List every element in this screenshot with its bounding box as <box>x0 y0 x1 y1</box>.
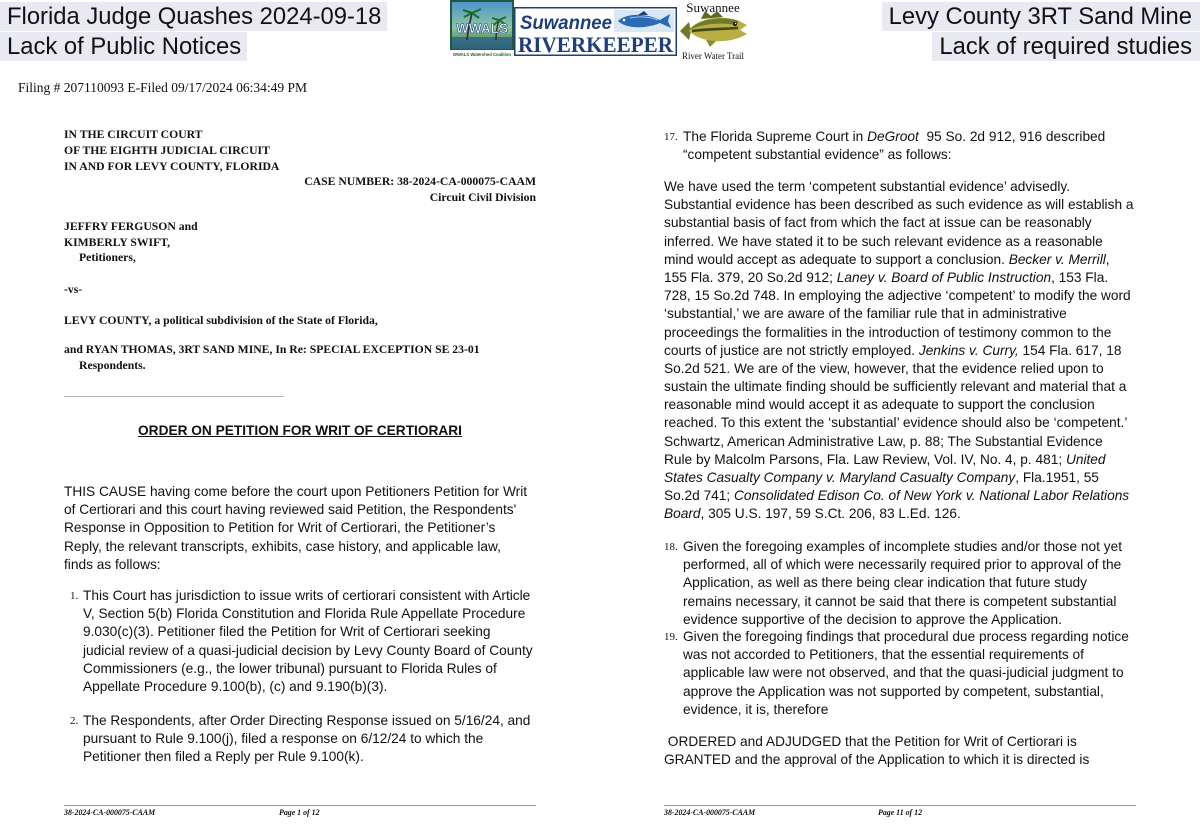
versus-marker: -vs- <box>64 283 83 296</box>
text-line: applicable law were not observed, and that the quasi-judicial judgment to <box>683 665 1124 681</box>
petitioners-label: Petitioners, <box>79 251 136 264</box>
item-number: 1. <box>70 590 79 602</box>
text-line: Appellate Procedure 9.100(b), (c) and 9.190(b)(3). <box>83 678 388 694</box>
footer-rule <box>664 805 1136 806</box>
wwals-caption: WWALS Watershed Coalition <box>453 52 512 57</box>
respondent-county: LEVY COUNTY, a political subdivision of the State of Florida, <box>64 314 378 327</box>
text-line: V, Section 5(b) Florida Constitution and Florida Rule Appellate Procedure <box>83 606 526 622</box>
water-trail-subtitle: River Water Trail <box>682 52 745 62</box>
text-line: proceedings the formalities in the introduction of testimony common to the <box>664 324 1112 340</box>
text-line: Application, as well as there being clear indication that future study <box>683 575 1088 591</box>
footer-page-number: Page 1 of 12 <box>279 808 320 817</box>
finding-item-19 <box>664 628 1129 719</box>
text-line: Schwartz, American Administrative Law, p. 88; The Substantial Evidence <box>664 433 1103 449</box>
paragraph-text <box>664 178 1133 524</box>
case-citation: Jenkins v. Curry, <box>918 342 1019 358</box>
paragraph-text <box>664 733 1089 769</box>
text-line: Reply, the relevant transcripts, exhibits, case history, and applicable law, <box>64 538 501 554</box>
petitioner-name: KIMBERLY SWIFT, <box>64 235 171 249</box>
paragraph-text <box>683 538 1122 629</box>
division-name: Circuit Civil Division <box>429 191 536 204</box>
case-citation: DeGroot <box>867 129 919 144</box>
wwals-wordmark: WWALS <box>456 20 508 36</box>
case-citation: Consolidated Edison Co. of New York v. National Labor Relations <box>734 488 1130 504</box>
text-segment: , Fla.1951, 55 <box>1015 470 1099 485</box>
text-line <box>664 269 1133 287</box>
text-line: ORDERED and ADJUDGED that the Petition for Writ of Certiorari is <box>664 734 1077 749</box>
text-line: Petitioner then filed a Reply per Rule 9.100(k). <box>83 749 364 765</box>
text-line: Substantial evidence has been described as such evidence as will establish a <box>664 197 1134 213</box>
text-line: of Certiorari and this court having reviewed said Petition, the Respondents' <box>64 502 517 518</box>
footer-case-number: 38-2024-CA-000075-CAAM <box>64 808 156 817</box>
headline-left: Florida Judge Quashes 2024-09-18 <box>0 2 387 31</box>
text-line: substantial basis of fact from which the fact at issue can be reasonably <box>664 215 1092 231</box>
text-line: THIS CAUSE having come before the court upon Petitioners Petition for Writ <box>64 484 528 499</box>
text-line: ‘substantial,’ we are aware of the familiar rule that in administrative <box>664 306 1067 322</box>
court-heading-line: IN THE CIRCUIT COURT <box>64 128 203 141</box>
finding-item-17 <box>664 128 1105 164</box>
subheadline-right: Lack of required studies <box>932 32 1200 61</box>
text-line <box>664 469 1133 487</box>
text-line: 728, 15 So.2d 748. In employing the adjective ‘competent’ to modify the word <box>664 288 1131 304</box>
footer-rule <box>64 805 536 806</box>
text-segment: , 153 Fla. <box>1051 269 1109 285</box>
case-citation: Becker v. Merrill <box>1008 251 1106 267</box>
subheadline-left: Lack of Public Notices <box>0 32 247 61</box>
text-segment: courts of justice are not strictly employed. <box>664 342 919 358</box>
finding-item-18 <box>664 538 1122 629</box>
text-segment: 155 Fla. 379, 20 So.2d 912; <box>664 269 837 285</box>
finding-item-1 <box>64 587 533 696</box>
water-trail-title: Suwannee <box>686 0 740 15</box>
finding-item-2 <box>64 712 530 767</box>
text-line: reasonable mind would accept it as adequate to support the conclusion <box>664 397 1095 413</box>
paragraph-text <box>64 483 527 574</box>
text-segment: 95 So. 2d 912, 916 described <box>918 129 1106 144</box>
text-segment: The Florida Supreme Court in <box>683 129 868 144</box>
text-line <box>683 128 1105 146</box>
text-line: Given the foregoing findings that procedural due process regarding notice <box>683 629 1129 644</box>
quoted-definition <box>664 178 1133 524</box>
paragraph-text <box>83 587 533 696</box>
text-line: performed, all of which were necessarily required prior to approval of the <box>683 557 1122 573</box>
text-line: inferred. We have stated it to be such relevant evidence as a reasonable <box>664 233 1103 249</box>
paragraph-text <box>83 712 530 767</box>
text-line: sustain the ultimate finding should be sufficiently relevant and material that a <box>664 379 1127 395</box>
footer-page-number: Page 11 of 12 <box>878 808 923 817</box>
paragraph-text <box>683 128 1105 164</box>
text-line: reached. To this extent the ‘substantial’ evidence should also be ‘competent.’ <box>664 415 1128 431</box>
text-line: finds as follows: <box>64 556 161 572</box>
item-number: 18. <box>664 541 678 553</box>
paragraph-text <box>683 628 1129 719</box>
intro-paragraph <box>64 483 527 574</box>
text-segment: , <box>1105 251 1110 267</box>
item-number: 19. <box>664 631 678 643</box>
text-segment: mind would accept as adequate to support a conclusion. <box>664 251 1009 267</box>
text-line: evidence supportive of the decision to approve the Application. <box>683 611 1062 627</box>
text-line: Commissioners (e.g., the lower tribunal) pursuant to Florida Rules of <box>83 660 497 676</box>
respondent-mine: and RYAN THOMAS, 3RT SAND MINE, In Re: SPECIAL EXCEPTION SE 23-01 <box>64 343 480 356</box>
text-line <box>664 451 1133 469</box>
text-line: “competent substantial evidence” as follows: <box>683 147 952 163</box>
item-number: 17. <box>664 131 678 143</box>
text-line: 9.030(c)(3). Petitioner filed the Petition for Writ of Certiorari seeking <box>83 624 491 640</box>
text-segment: Rule by Malcolm Parsons, Fla. Law Review, Vol. IV, No. 4, p. 481; <box>664 451 1066 467</box>
ordered-paragraph <box>664 733 1089 769</box>
riverkeeper-wordmark-top: Suwannee <box>520 13 613 34</box>
text-segment: So.2d 741; <box>664 488 735 504</box>
text-line: GRANTED and the approval of the Application to which it is directed is <box>664 752 1090 768</box>
petitioner-name: JEFFRY FERGUSON and <box>64 220 198 233</box>
case-citation: Board <box>664 506 701 522</box>
page-1-body <box>64 0 536 840</box>
court-heading-line: OF THE EIGHTH JUDICIAL CIRCUIT <box>64 144 270 157</box>
text-line: This Court has jurisdiction to issue writs of certiorari consistent with Article <box>83 588 531 603</box>
text-line: Response in Opposition to Petition for Writ of Certiorari, the Petitioner’s <box>64 520 496 536</box>
text-line: judicial review of a quasi-judicial decision by Levy County Board of County <box>83 642 533 658</box>
case-citation: Laney v. Board of Public Instruction <box>836 269 1052 285</box>
text-line: pursuant to Rule 9.100(j), filed a response on 6/12/24 to which the <box>83 731 484 747</box>
text-line: approve the Application was not supported by competent, substantial, <box>683 683 1104 699</box>
text-line: Given the foregoing examples of incomplete studies and/or those not yet <box>683 539 1123 554</box>
respondents-label: Respondents. <box>79 358 146 372</box>
text-line: The Respondents, after Order Directing Response issued on 5/16/24, and <box>83 713 531 728</box>
item-number: 2. <box>70 715 79 727</box>
page-11-body <box>664 0 1136 840</box>
footer-case-number: 38-2024-CA-000075-CAAM <box>664 808 756 817</box>
text-line: evidence, it is, therefore <box>683 701 829 717</box>
riverkeeper-wordmark-bottom: RIVERKEEPER <box>518 32 675 56</box>
text-segment: , 305 U.S. 197, 59 S.Ct. 206, 83 L.Ed. 126. <box>700 506 961 522</box>
case-citation: United <box>1065 451 1106 467</box>
text-line: So.2d 521. We are of the view, however, that the evidence relied upon to <box>664 360 1104 376</box>
riverkeeper-logo <box>514 7 677 56</box>
order-title: ORDER ON PETITION FOR WRIT OF CERTIORARI <box>138 423 462 438</box>
text-segment: 154 Fla. 617, 18 <box>1018 342 1122 358</box>
text-line <box>664 251 1133 269</box>
text-line <box>664 342 1133 360</box>
headline-right: Levy County 3RT Sand Mine <box>882 2 1200 31</box>
text-line: We have used the term ‘competent substantial evidence’ advisedly. <box>664 179 1071 194</box>
text-line <box>664 505 1133 523</box>
text-line: remains necessary, it cannot be said that there is competent substantial <box>683 593 1117 609</box>
case-citation: States Casualty Company v. Maryland Casualty Company <box>664 470 1016 485</box>
text-line <box>664 487 1133 505</box>
court-heading-line: IN AND FOR LEVY COUNTY, FLORIDA <box>64 160 280 173</box>
case-number: CASE NUMBER: 38-2024-CA-000075-CAAM <box>304 175 536 188</box>
e-filing-stamp: Filing # 207110093 E-Filed 09/17/2024 06:34:49 PM <box>18 80 308 95</box>
text-line: was not accorded to Petitioners, that the essential requirements of <box>683 647 1084 663</box>
